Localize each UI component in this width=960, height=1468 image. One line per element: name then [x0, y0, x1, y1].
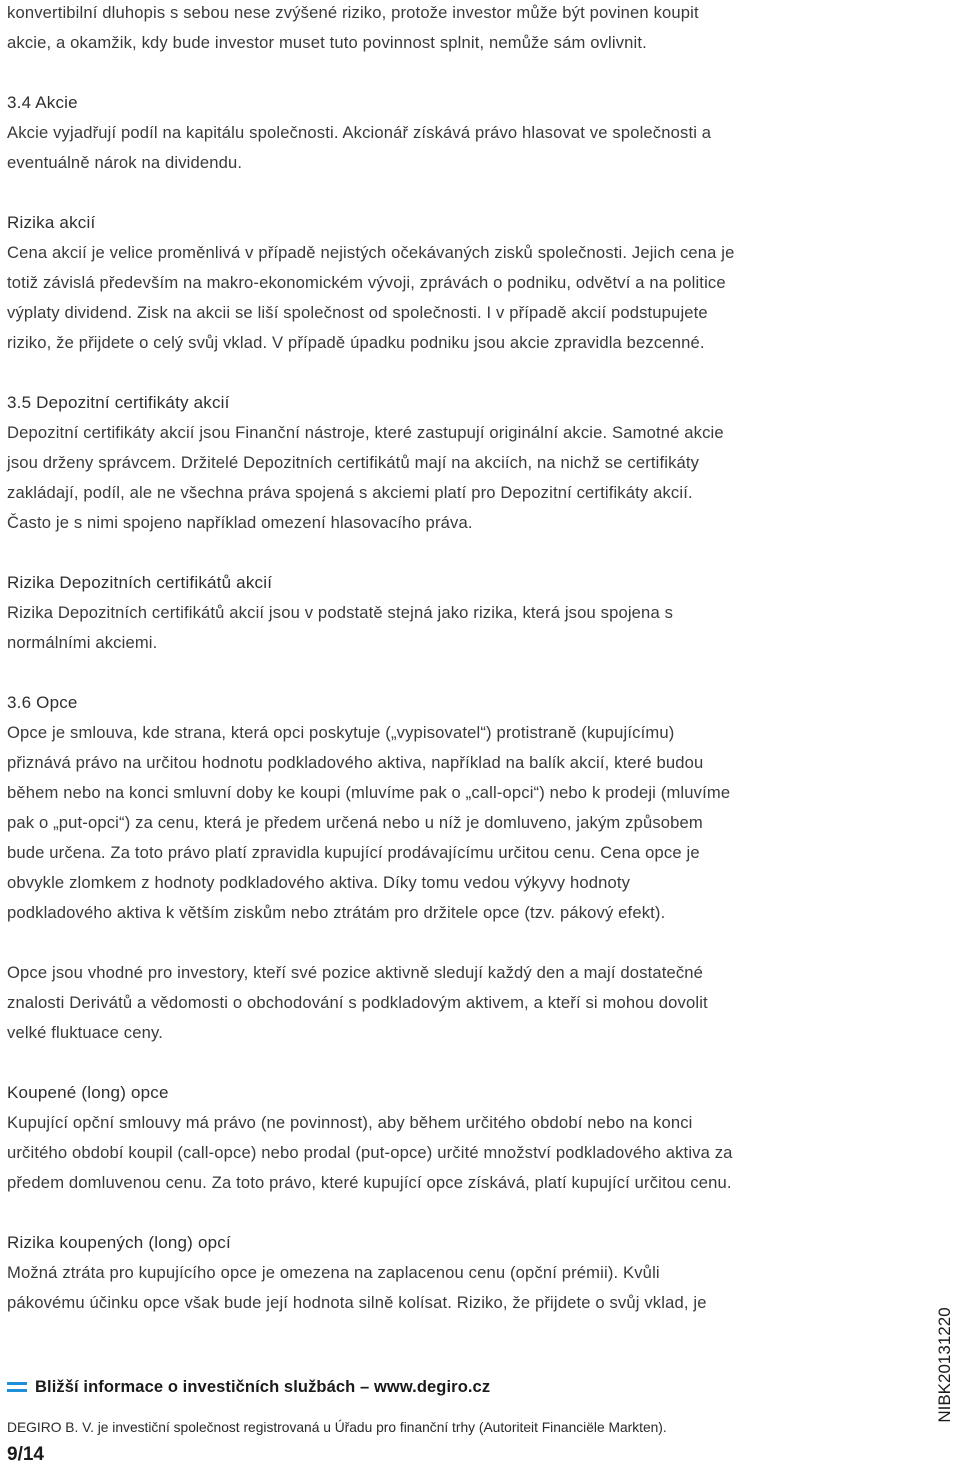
- section-heading: 3.4 Akcie: [7, 93, 78, 112]
- text-line: obvykle zlomkem z hodnoty podkladového aktiva. Díky tomu vedou výkyvy hodnoty: [7, 873, 631, 892]
- spacer: [7, 358, 907, 388]
- document-code: NIBK20131220: [935, 1307, 954, 1423]
- text-line: předem domluvenou cenu. Za toto právo, které kupující opce získává, platí kupující určitou cenu.: [7, 1173, 732, 1192]
- text-line: jsou drženy správcem. Držitelé Depozitních certifikátů mají na akciích, na nichž se certifikáty: [7, 453, 700, 472]
- text-line: konvertibilní dluhopis s sebou nese zvýšené riziko, protože investor může být povinen koupit: [7, 3, 699, 22]
- text-line: určitého období koupil (call-opce) nebo prodal (put-opce) určité množství podkladového aktiva za: [7, 1143, 733, 1162]
- equals-icon: [7, 1381, 27, 1393]
- spacer: [7, 658, 907, 688]
- section-heading: Rizika koupených (long) opcí: [7, 1233, 231, 1252]
- page-number: 9/14: [7, 1444, 44, 1465]
- text-line: Rizika Depozitních certifikátů akcií jsou v podstatě stejná jako rizika, která jsou spojena s: [7, 603, 674, 622]
- spacer: [7, 178, 907, 208]
- text-line: přiznává právo na určitou hodnotu podkladového aktiva, například na balík akcií, které budou: [7, 753, 704, 772]
- text-line: eventuálně nárok na dividendu.: [7, 153, 243, 172]
- section-rizika-depozitnich: [7, 568, 907, 658]
- text-line: Depozitní certifikáty akcií jsou Finanční nástroje, které zastupují originální akcie. Samotné akcie: [7, 423, 724, 442]
- text-line: Cena akcií je velice proměnlivá v případě nejistých očekávaných zisků společnosti. Jejich cena je: [7, 243, 735, 262]
- text-line: výplaty dividend. Zisk na akcii se liší společnost od společnosti. I v případě akcií podstupujete: [7, 303, 708, 322]
- text-line: pak o „put-opci“) za cenu, která je předem určená nebo u níž je domluveno, jakým způsobem: [7, 813, 703, 832]
- section-heading: Koupené (long) opce: [7, 1083, 169, 1102]
- text-line: Opce jsou vhodné pro investory, kteří své pozice aktivně sledují každý den a mají dostatečné: [7, 963, 704, 982]
- text-line: normálními akciemi.: [7, 633, 158, 652]
- text-line: zakládají, podíl, ale ne všechna práva spojená s akciemi platí pro Depozitní certifikáty akcií.: [7, 483, 693, 502]
- section-opce-vhodne: [7, 958, 907, 1048]
- section-koupene-opce: [7, 1078, 907, 1198]
- document-page: [7, 0, 907, 1318]
- footer-disclaimer: DEGIRO B. V. je investiční společnost registrovaná u Úřadu pro finanční trhy (Autoriteit Financiële Markten).: [7, 1420, 667, 1435]
- section-opce: [7, 688, 907, 928]
- section-rizika-akcii: [7, 208, 907, 358]
- spacer: [7, 1048, 907, 1078]
- section-heading: 3.5 Depozitní certifikáty akcií: [7, 393, 230, 412]
- text-line: Akcie vyjadřují podíl na kapitálu společnosti. Akcionář získává právo hlasovat ve společnosti a: [7, 123, 712, 142]
- text-line: Možná ztráta pro kupujícího opce je omezena na zaplacenou cenu (opční prémii). Kvůli: [7, 1263, 660, 1282]
- text-line: Kupující opční smlouvy má právo (ne povinnost), aby během určitého období nebo na konci: [7, 1113, 693, 1132]
- section-akcie: [7, 88, 907, 178]
- text-line: pákovému účinku opce však bude její hodnota silně kolísat. Riziko, že přijdete o svůj vklad, je: [7, 1293, 707, 1312]
- section-heading: Rizika akcií: [7, 213, 96, 232]
- text-line: Opce je smlouva, kde strana, která opci poskytuje („vypisovatel“) protistraně (kupujícímu): [7, 723, 675, 742]
- text-line: akcie, a okamžik, kdy bude investor muset tuto povinnost splnit, nemůže sám ovlivnit.: [7, 33, 647, 52]
- footer-info: [7, 1372, 490, 1402]
- text-line: velké fluktuace ceny.: [7, 1023, 163, 1042]
- section-depozitni-certifikaty: [7, 388, 907, 538]
- section-rizika-koupenych: [7, 1228, 907, 1318]
- text-line: totiž závislá především na makro-ekonomickém vývoji, zprávách o podniku, odvětví a na politice: [7, 273, 726, 292]
- text-line: riziko, že přijdete o celý svůj vklad. V případě úpadku podniku jsou akcie zpravidla bezcenné.: [7, 333, 705, 352]
- footer-info-link[interactable]: Bližší informace o investičních službách – www.degiro.cz: [35, 1377, 491, 1396]
- spacer: [7, 58, 907, 88]
- spacer: [7, 928, 907, 958]
- continuation-paragraph: [7, 0, 907, 58]
- text-line: Často je s nimi spojeno například omezení hlasovacího práva.: [7, 513, 473, 532]
- section-heading: 3.6 Opce: [7, 693, 78, 712]
- text-line: bude určena. Za toto právo platí zpravidla kupující prodávajícímu určitou cenu. Cena opce je: [7, 843, 700, 862]
- text-line: během nebo na konci smluvní doby ke koupi (mluvíme pak o „call-opci“) nebo k prodeji (mluvíme: [7, 783, 731, 802]
- spacer: [7, 1198, 907, 1228]
- text-line: znalosti Derivátů a vědomosti o obchodování s podkladovým aktivem, a kteří si mohou dovolit: [7, 993, 708, 1012]
- text-line: podkladového aktiva k větším ziskům nebo ztrátám pro držitele opce (tzv. pákový efekt).: [7, 903, 666, 922]
- spacer: [7, 538, 907, 568]
- section-heading: Rizika Depozitních certifikátů akcií: [7, 573, 273, 592]
